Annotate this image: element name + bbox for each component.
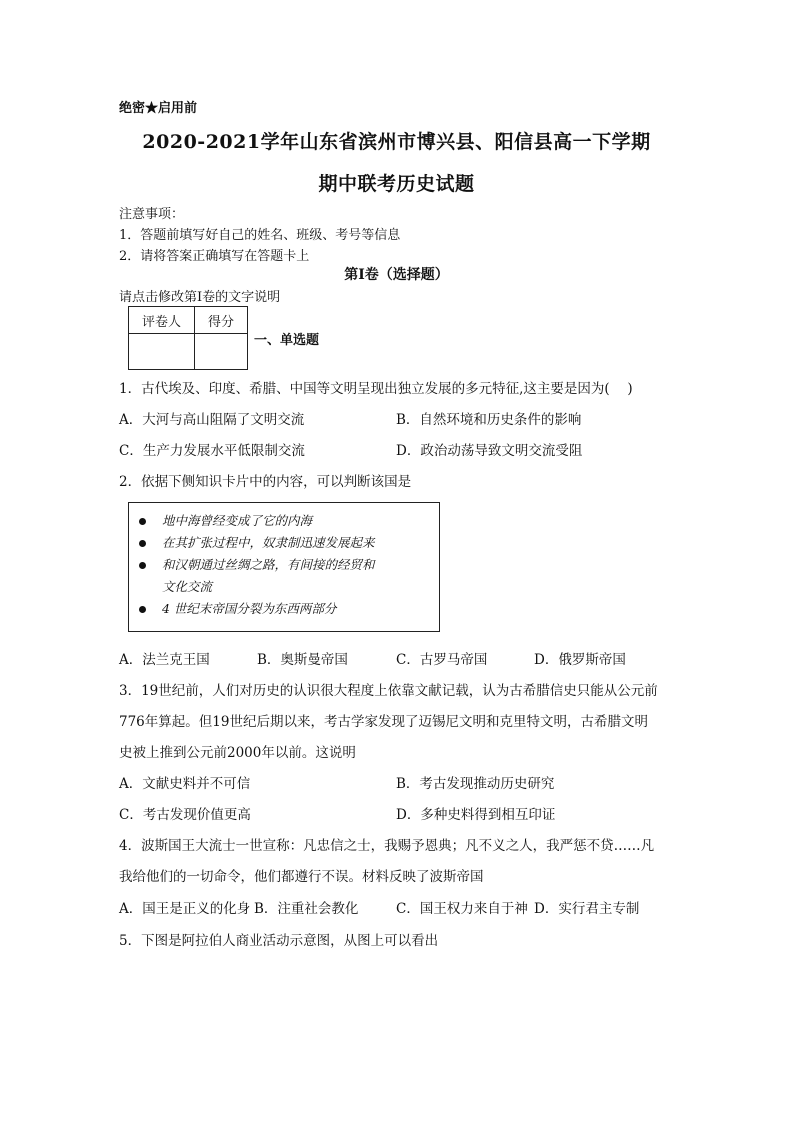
question-option: C．考古发现价值更高: [119, 807, 251, 823]
question-stem: 史被上推到公元前2000年以前。这说明: [119, 745, 356, 761]
score-table: [128, 306, 248, 370]
bullet-icon: [139, 606, 146, 613]
question-option: A．国王是正义的化身: [119, 901, 251, 917]
question-option: C．古罗马帝国: [396, 652, 488, 668]
knowledge-card-item: 4 世纪末帝国分裂为东西两部分: [139, 599, 336, 617]
section-title: 一、单选题: [254, 333, 320, 348]
knowledge-card: [128, 502, 440, 632]
question-stem: 4．波斯国王大流士一世宣称：凡忠信之士，我赐予恩典；凡不义之人，我严惩不贷……凡: [119, 838, 655, 854]
question-stem: 776年算起。但19世纪后期以来，考古学家发现了迈锡尼文明和克里特文明，古希腊文明: [119, 714, 648, 730]
question-option: B．奥斯曼帝国: [257, 652, 348, 668]
knowledge-card-item: 和汉朝通过丝绸之路，有间接的经贸和: [139, 555, 375, 573]
question-option: D．多种史料得到相互印证: [396, 807, 556, 823]
exam-title-line1: 2020-2021学年山东省滨州市博兴县、阳信县高一下学期: [142, 131, 651, 153]
knowledge-card-item-continued: 文化交流: [162, 579, 213, 594]
exam-title-line2: 期中联考历史试题: [318, 173, 475, 195]
score-table-header-score: 得分: [195, 307, 248, 334]
question-stem: 我给他们的一切命令，他们都遵行不误。材料反映了波斯帝国: [119, 869, 484, 885]
question-option: C．生产力发展水平低限制交流: [119, 443, 305, 459]
question-option: D．政治动荡导致文明交流受阻: [396, 443, 583, 459]
question-option: D．俄罗斯帝国: [534, 652, 626, 668]
question-option: A．法兰克王国: [119, 652, 210, 668]
question-option: A．大河与高山阻隔了文明交流: [119, 412, 305, 428]
score-table-header-grader: 评卷人: [129, 307, 195, 334]
question-option: B．自然环境和历史条件的影响: [396, 412, 582, 428]
knowledge-card-item: 地中海曾经变成了它的内海: [139, 511, 312, 529]
volume-title: 第I卷（选择题）: [344, 267, 449, 283]
question-option: A．文献史料并不可信: [119, 776, 251, 792]
question-stem: 3．19世纪前，人们对历史的认识很大程度上依靠文献记载，认为古希腊信史只能从公元前: [119, 683, 658, 699]
volume-instruction: 请点击修改第I卷的文字说明: [119, 290, 281, 305]
notes-heading: 注意事项：: [119, 207, 185, 222]
notes-item: 2．请将答案正确填写在答题卡上: [119, 249, 310, 264]
question-option: D．实行君主专制: [534, 901, 640, 917]
question-option: B．注重社会教化: [254, 901, 359, 917]
question-option: C．国王权力来自于神: [396, 901, 528, 917]
question-stem: 5．下图是阿拉伯人商业活动示意图，从图上可以看出: [119, 933, 439, 949]
notes-item: 1．答题前填写好自己的姓名、班级、考号等信息: [119, 228, 401, 243]
score-table-cell-grader: [129, 334, 195, 370]
score-table-cell-score: [195, 334, 248, 370]
bullet-icon: [139, 562, 146, 569]
question-stem: 2．依据下侧知识卡片中的内容，可以判断该国是: [119, 474, 412, 490]
bullet-icon: [139, 518, 146, 525]
question-option: B．考古发现推动历史研究: [396, 776, 555, 792]
bullet-icon: [139, 540, 146, 547]
question-stem: 1．古代埃及、印度、希腊、中国等文明呈现出独立发展的多元特征,这主要是因为( ): [119, 381, 633, 397]
secret-mark: 绝密★启用前: [119, 101, 198, 116]
knowledge-card-item: 在其扩张过程中，奴隶制迅速发展起来: [139, 533, 375, 551]
